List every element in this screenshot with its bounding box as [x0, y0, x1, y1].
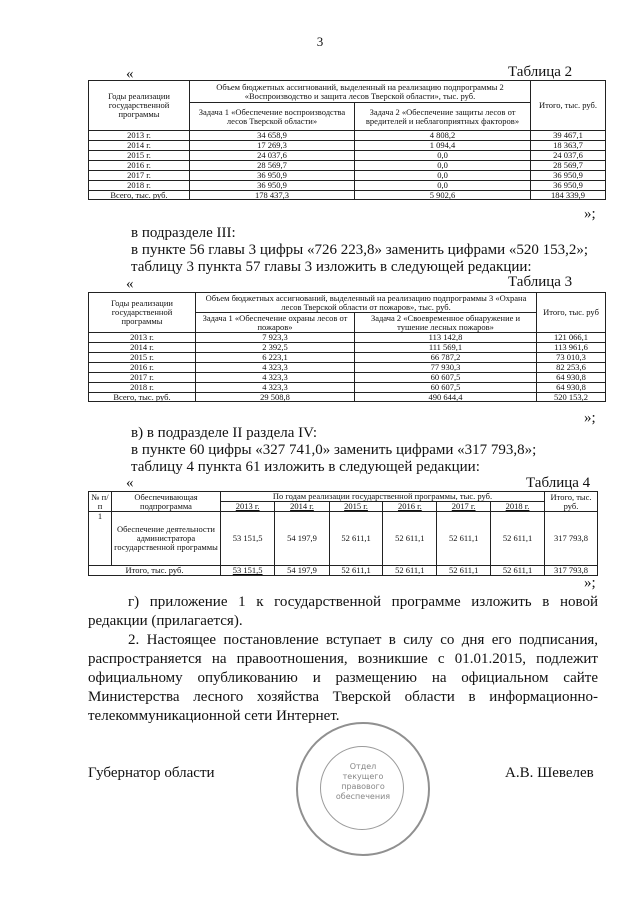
table2-caption: Таблица 2 — [508, 64, 573, 80]
table3-col-task1: Задача 1 «Обеспечение охраны лесов от пожаров» — [196, 313, 355, 333]
table4-year: 2018 г. — [491, 502, 545, 512]
table4-year: 2017 г. — [437, 502, 491, 512]
table-row: 1 Обеспечение деятельности администратора государственной программы 53 151,5 54 197,9 52 611,1 52 611,1 52 611,1 52 611,1 317 793,8 — [89, 512, 598, 566]
table4-col-group: По годам реализации государственной программы, тыс. руб. — [221, 492, 545, 502]
text-line: таблицу 3 пункта 57 главы 3 изложить в следующей редакции: — [131, 259, 532, 275]
table3-col-task2: Задача 2 «Своевременное обнаружение и тушение лесных пожаров» — [355, 313, 537, 333]
quote-open: « — [126, 66, 134, 82]
table-row: Всего, тыс. руб. 29 508,8 490 644,4 520 153,2 — [89, 392, 606, 402]
paragraph-g: г) приложение 1 к государственной программе изложить в новой редакции (прилагается). — [88, 594, 598, 629]
table-row: 2016 г. 28 569,7 0,0 28 569,7 — [89, 160, 606, 170]
table4-col-sub: Обеспечивающая подпрограмма — [112, 492, 221, 512]
table-row: 2013 г. 34 658,9 4 808,2 39 467,1 — [89, 131, 606, 141]
table-row: 2018 г. 4 323,3 60 607,5 64 930,8 — [89, 382, 606, 392]
quote-close: »; — [584, 206, 596, 222]
table-row: Всего, тыс. руб. 178 437,3 5 902,6 184 339,9 — [89, 190, 606, 200]
table2-col-task2: Задача 2 «Обеспечение защиты лесов от вредителей и неблагоприятных факторов» — [355, 103, 531, 131]
table4-caption: Таблица 4 — [526, 475, 591, 491]
paragraph-2: 2. Настоящее постановление вступает в силу со дня его подписания, распространяется на правоотношения, возникшие с 01.01.2015, подлежит официальному опубликованию и размещению на официальном сайте Министерства лесного хозяйства Тверской области в информационно-телекоммуникационной сети Интернет. — [88, 632, 598, 724]
quote-close: »; — [584, 410, 596, 426]
table4-year: 2015 г. — [329, 502, 383, 512]
table3-caption: Таблица 3 — [508, 274, 573, 290]
table2 — [88, 80, 606, 200]
table2-col-total: Итого, тыс. руб. — [531, 81, 606, 131]
signature-name: А.В. Шевелев — [505, 765, 594, 781]
table4-year: 2013 г. — [221, 502, 275, 512]
text-line: таблицу 4 пункта 61 изложить в следующей редакции: — [131, 459, 480, 475]
text-line: в) в подразделе II раздела IV: — [131, 425, 317, 441]
table-row: 2014 г. 2 392,5 111 569,1 113 961,6 — [89, 342, 606, 352]
table-row: 2015 г. 6 223,1 66 787,2 73 010,3 — [89, 352, 606, 362]
signature-position: Губернатор области — [88, 765, 215, 781]
table-row: 2016 г. 4 323,3 77 930,3 82 253,6 — [89, 362, 606, 372]
page-number: 3 — [316, 34, 324, 49]
table3-col-years: Годы реализации государственной программы — [89, 293, 196, 333]
official-seal: Отдел текущего правового обеспечения — [296, 722, 430, 856]
table4-year: 2014 г. — [275, 502, 329, 512]
table4-year: 2016 г. — [383, 502, 437, 512]
text-line: в пункте 56 главы 3 цифры «726 223,8» заменить цифрами «520 153,2»; — [131, 242, 589, 258]
table2-col-group: Объем бюджетных ассигнований, выделенный на реализацию подпрограммы 2 «Воспроизводство и защита лесов Тверской области», тыс. руб. — [190, 81, 531, 103]
table4 — [88, 491, 598, 576]
table3-col-group: Объем бюджетных ассигнований, выделенный на реализацию подпрограммы 3 «Охрана лесов Тверской области от пожаров», тыс. руб. — [196, 293, 537, 313]
text-line: в подразделе III: — [131, 225, 236, 241]
table-row: 2013 г. 7 923,3 113 142,8 121 066,1 — [89, 333, 606, 343]
quote-close: »; — [584, 575, 596, 591]
table3-col-total: Итого, тыс. руб — [537, 293, 606, 333]
table3 — [88, 292, 606, 402]
table2-col-task1: Задача 1 «Обеспечение воспроизводства лесов Тверской области» — [190, 103, 355, 131]
table4-col-total: Итого, тыс. руб. — [545, 492, 598, 512]
table4-col-num: № п/п — [89, 492, 112, 512]
table-row: 2014 г. 17 269,3 1 094,4 18 363,7 — [89, 140, 606, 150]
table-row: 2018 г. 36 950,9 0,0 36 950,9 — [89, 180, 606, 190]
table-row-total: Итого, тыс. руб. 53 151,5 54 197,9 52 611,1 52 611,1 52 611,1 52 611,1 317 793,8 — [89, 566, 598, 576]
quote-open: « — [126, 475, 134, 491]
text-line: в пункте 60 цифры «327 741,0» заменить цифрами «317 793,8»; — [131, 442, 537, 458]
quote-open: « — [126, 276, 134, 292]
table-row: 2017 г. 36 950,9 0,0 36 950,9 — [89, 170, 606, 180]
table-row: 2017 г. 4 323,3 60 607,5 64 930,8 — [89, 372, 606, 382]
table-row: 2015 г. 24 037,6 0,0 24 037,6 — [89, 150, 606, 160]
table2-col-years: Годы реализации государственной программы — [89, 81, 190, 131]
